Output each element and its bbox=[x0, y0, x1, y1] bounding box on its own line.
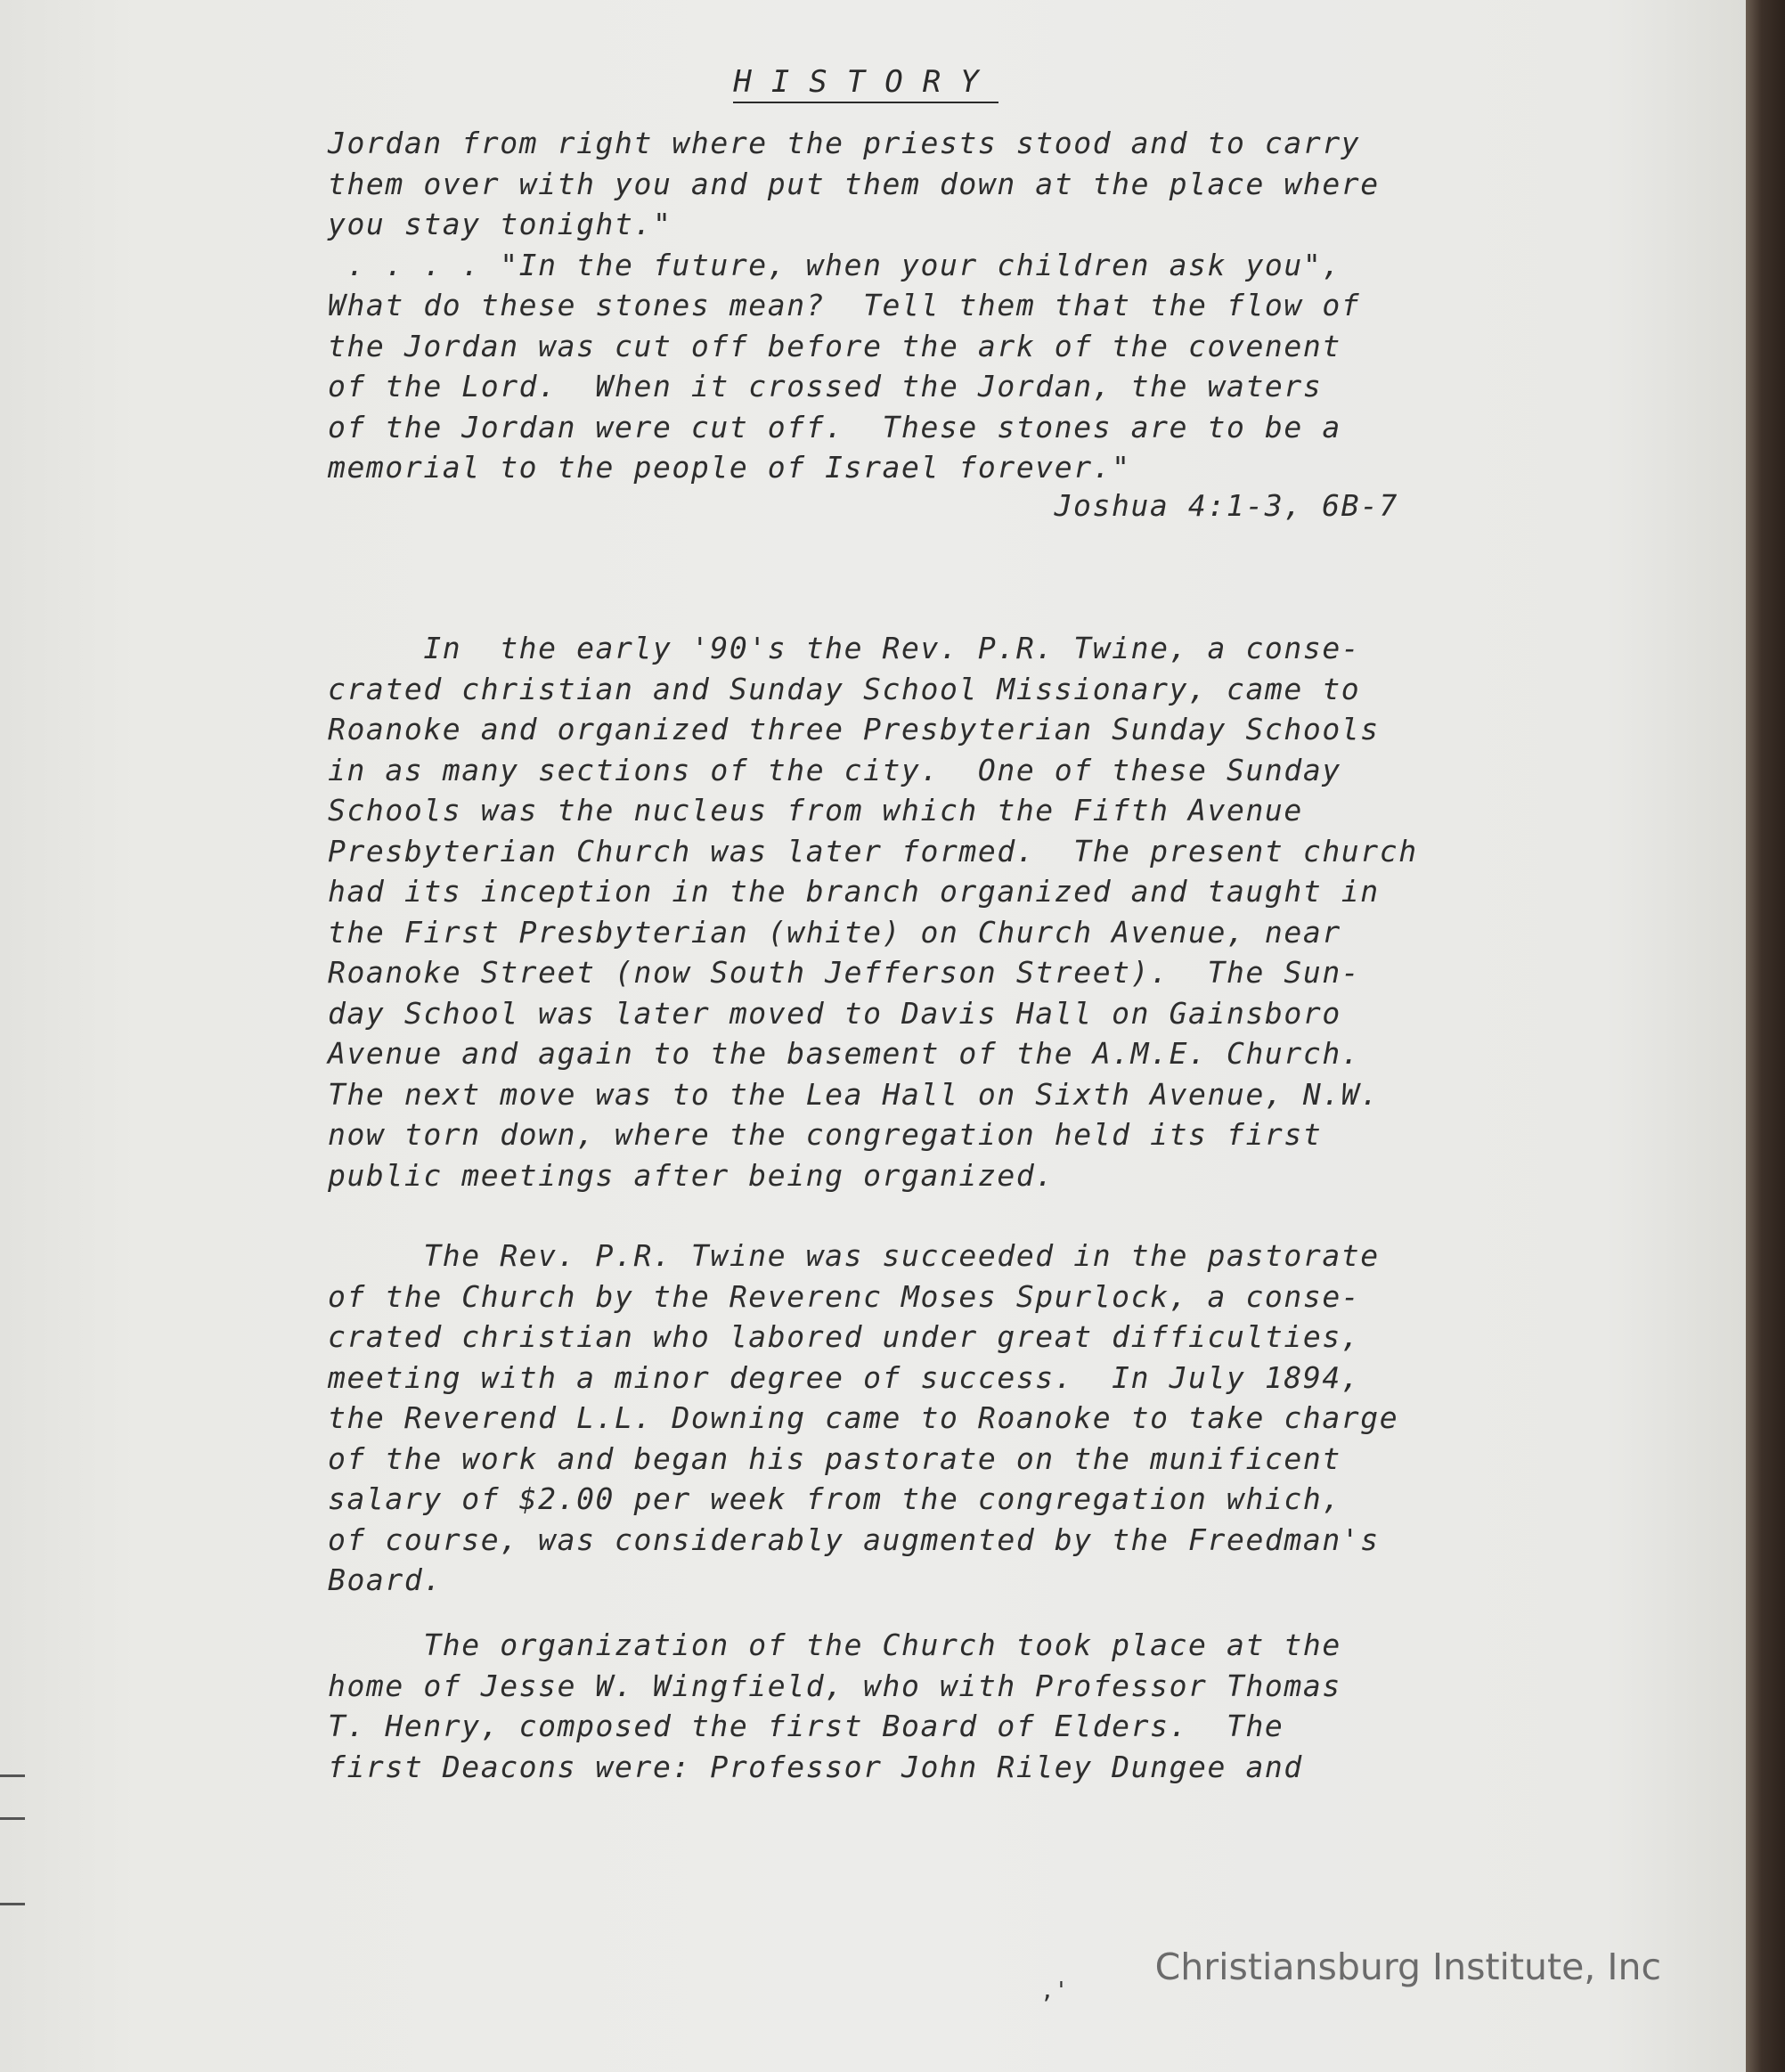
history-paragraph-2: The Rev. P.R. Twine was succeeded in the pastorate of the Church by the Reverenc Moses Spurlock, a conse- crated christian who labored under great difficulties, meeting with a minor degree of success. In July 1894, the Reverend L.L. Downing came to Roanoke to take charge of the work and began his pastorate on the munificent salary of $2.00 per week from the congregation which, of course, was considerably augmented by the Freedman's Board. bbox=[328, 1238, 1399, 1597]
history-paragraph-3: The organization of the Church took place at the home of Jesse W. Wingfield, who with Professor Thomas T. Henry, composed the first Board of Elders. The first Deacons were: Professor John Riley Dungee and bbox=[328, 1627, 1341, 1784]
scripture-citation: Joshua 4:1-3, 6B-7 bbox=[1054, 488, 1398, 523]
page-heading: HISTORY bbox=[733, 64, 998, 103]
binding-marks bbox=[0, 1764, 36, 1942]
page-heading-wrap bbox=[0, 64, 1785, 103]
stray-ink-mark: ,' bbox=[1040, 1978, 1069, 2004]
history-paragraph-1: In the early '90's the Rev. P.R. Twine, a conse- crated christian and Sunday School Missionary, came to Roanoke and organized three Presbyterian Sunday Schools in as many sections of the city. One of these Sunday Schools was the nucleus from which the Fifth Avenue Presbyterian Church was later formed. The present church had its inception in the branch organized and taught in the First Presbyterian (white) on Church Avenue, near Roanoke Street (now South Jefferson Street). The Sun- day School was later moved to Davis Hall on Gainsboro Avenue and again to the basement of the A.M.E. Church. The next move was to the Lea Hall on Sixth Avenue, N.W. now torn down, where the congregation held its first public meetings after being organized. bbox=[328, 631, 1418, 1193]
watermark: Christiansburg Institute, Inc bbox=[1154, 1946, 1661, 1988]
page-edge-shadow bbox=[1746, 0, 1785, 2072]
scripture-quote: Jordan from right where the priests stood and to carry them over with you and put them down at the place where you stay tonight." . . . . "In the future, when your children ask you", What do these stones mean? Tell them that the flow of the Jordan was cut off before the ark of the covenent of the Lord. When it crossed the Jordan, the waters of the Jordan were cut off. These stones are to be a memorial to the people of Israel forever." bbox=[328, 126, 1380, 485]
